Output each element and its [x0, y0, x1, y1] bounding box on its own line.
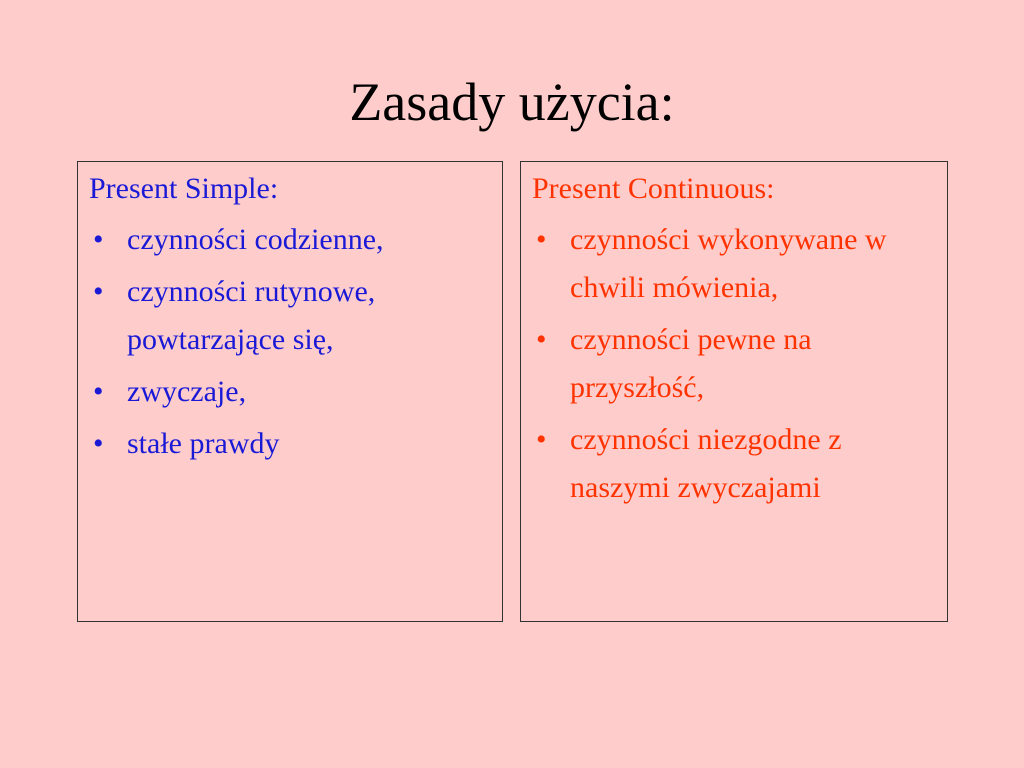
list-item — [89, 368, 492, 416]
present-continuous-heading: Present Continuous: — [532, 172, 775, 205]
list-item — [89, 268, 492, 364]
bullet-icon: • — [93, 275, 104, 308]
list-item-text: czynności pewne na przyszłość, — [570, 323, 812, 404]
present-simple-heading: Present Simple: — [89, 172, 279, 205]
list-item-text: zwyczaje, — [127, 375, 247, 408]
bullet-icon: • — [536, 223, 547, 256]
list-item-text: stałe prawdy — [127, 427, 280, 460]
list-item-text: czynności rutynowe, powtarzające się, — [127, 275, 376, 356]
present-simple-list — [89, 216, 492, 468]
list-item — [532, 416, 937, 512]
bullet-icon: • — [536, 323, 547, 356]
list-item-text: czynności niezgodne z naszymi zwyczajami — [570, 423, 842, 504]
present-simple-box — [77, 161, 503, 622]
list-item-text: czynności wykonywane w chwili mówienia, — [570, 223, 887, 304]
bullet-icon: • — [93, 375, 104, 408]
list-item — [532, 316, 937, 412]
present-continuous-list — [532, 216, 937, 512]
list-item-text: czynności codzienne, — [127, 223, 384, 256]
list-item — [89, 420, 492, 468]
bullet-icon: • — [93, 223, 104, 256]
bullet-icon: • — [93, 427, 104, 460]
list-item — [532, 216, 937, 312]
bullet-icon: • — [536, 423, 547, 456]
slide-title: Zasady użycia: — [349, 72, 675, 132]
list-item — [89, 216, 492, 264]
present-continuous-box — [520, 161, 948, 622]
